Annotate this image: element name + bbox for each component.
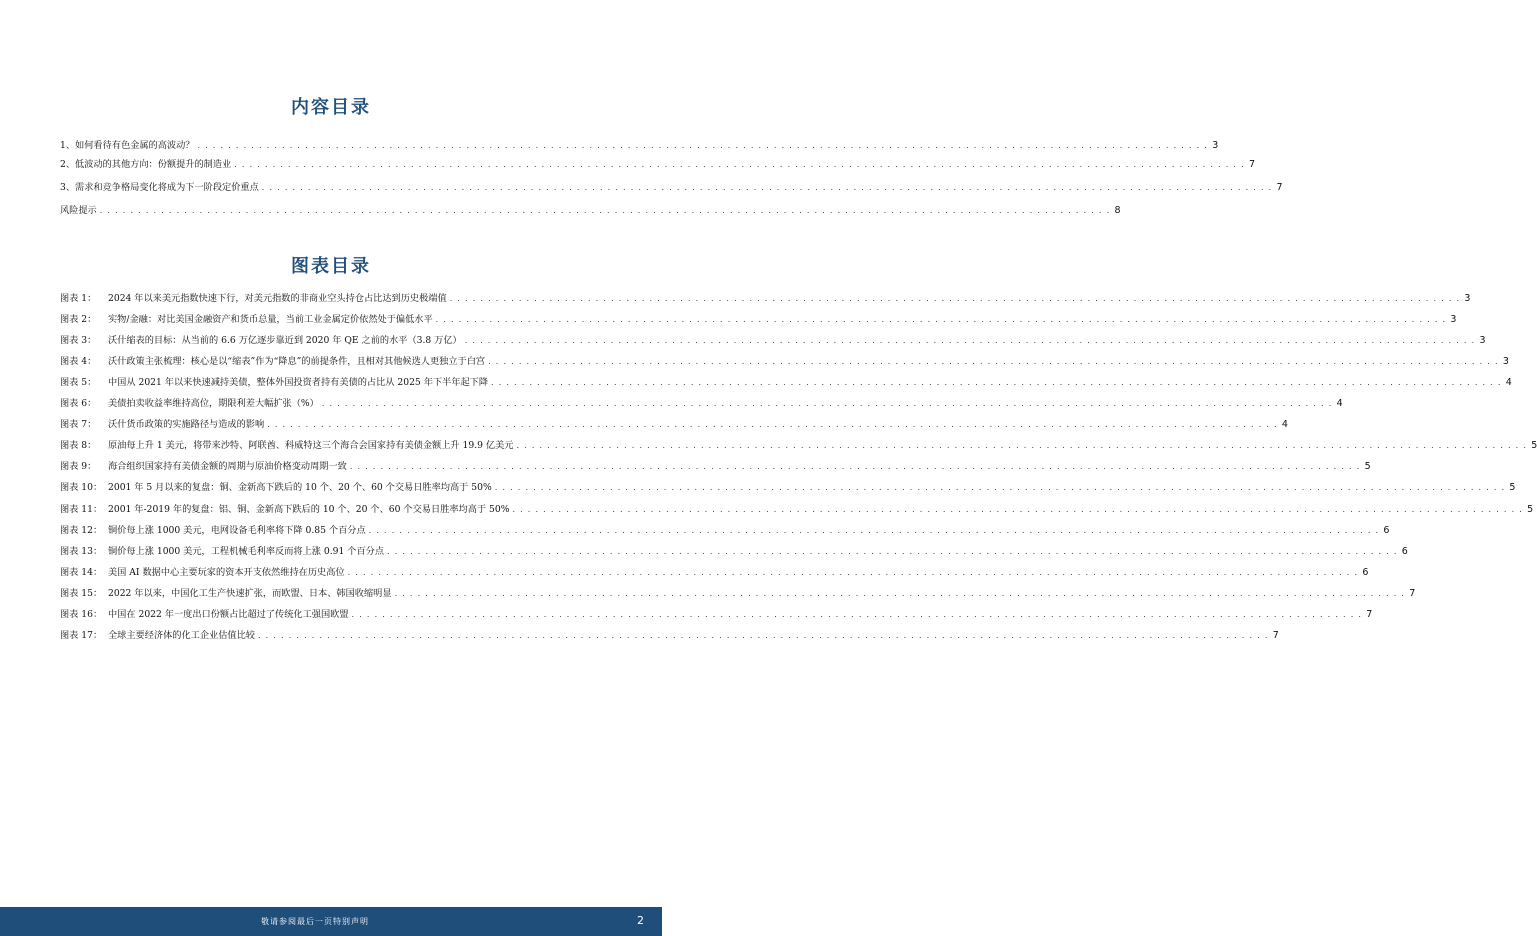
dot-leader: . . . . . . . . . . . . . . . . . . . . . . . . . . . . . . . . . . . . . . . . . . . . . . . . . . . . . . . . . . . . . . . . . . . . . . . . . . . . . . . . . . . . . . . . . . . . . . . . . . . . . . . . . . . . . . . . . . . . . . . . . . . . . . . . . . . .: [258, 630, 1269, 640]
page-ref: 7: [1272, 629, 1279, 641]
figure-title: 美国 AI 数据中心主要玩家的资本开支依然维持在历史高位: [108, 566, 345, 578]
page-ref: 8: [1114, 205, 1121, 216]
figure-number: 图表 4：: [60, 356, 97, 368]
figure-title: 原油每上升 1 美元，将带来沙特、阿联酋、科威特这三个海合会国家持有美债金额上升 19.9 亿美元: [108, 440, 514, 452]
figure-entry[interactable]: [60, 438, 1537, 452]
section-title: 风险提示: [60, 205, 97, 216]
page-ref: 7: [1366, 608, 1373, 620]
figure-title: 2024 年以来美元指数快速下行，对美元指数的非商业空头持仓占比达到历史极端值: [108, 293, 447, 304]
figure-number: 图表 11：: [60, 503, 103, 515]
page-ref: 6: [1383, 524, 1390, 536]
dot-leader: . . . . . . . . . . . . . . . . . . . . . . . . . . . . . . . . . . . . . . . . . . . . . . . . . . . . . . . . . . . . . . . . . . . . . . . . . . . . . . . . . . . . . . . . . . . . . . . . . . . . . . . . . . . . . . . . . . . . . . . . . . . . . . . . . . . .: [347, 567, 1359, 577]
page-number: 2: [637, 914, 644, 927]
figure-entry[interactable]: [60, 396, 1343, 410]
figure-entry[interactable]: [60, 480, 1516, 494]
figure-entry[interactable]: [60, 502, 1534, 516]
figure-entry[interactable]: [60, 354, 1509, 368]
figure-number: 图表 12：: [60, 524, 103, 536]
figure-entry[interactable]: [60, 544, 1408, 558]
figure-entry[interactable]: [60, 565, 1369, 579]
figure-title: 美债拍卖收益率维持高位，期限利差大幅扩张（%）: [108, 398, 319, 410]
dot-leader: . . . . . . . . . . . . . . . . . . . . . . . . . . . . . . . . . . . . . . . . . . . . . . . . . . . . . . . . . . . . . . . . . . . . . . . . . . . . . . . . . . . . . . . . . . . . . . . . . . . . . . . . . . . . . . . . . . . . . . . . . . . . . . . . . . . .: [99, 206, 1111, 215]
figure-number: 图表 9：: [60, 461, 97, 473]
figure-entry[interactable]: [60, 375, 1512, 389]
page-ref: 4: [1336, 398, 1343, 410]
page-ref: 3: [1479, 335, 1486, 347]
dot-leader: . . . . . . . . . . . . . . . . . . . . . . . . . . . . . . . . . . . . . . . . . . . . . . . . . . . . . . . . . . . . . . . . . . . . . . . . . . . . . . . . . . . . . . . . . . . . . . . . . . . . . . . . . . . . . . . . . . . . . . . . . . . . . . . . . . . .: [488, 357, 1499, 367]
dot-leader: . . . . . . . . . . . . . . . . . . . . . . . . . . . . . . . . . . . . . . . . . . . . . . . . . . . . . . . . . . . . . . . . . . . . . . . . . . . . . . . . . . . . . . . . . . . . . . . . . . . . . . . . . . . . . . . . . . . . . . . . . . . . . . . . . . . .: [491, 378, 1502, 388]
figure-title: 沃什政策主张梳理：核心是以“缩表”作为“降息”的前提条件，且相对其他候选人更独立于白宫: [108, 356, 486, 368]
section-title: 1、如何看待有色金属的高波动？: [60, 140, 195, 151]
figure-entry[interactable]: [60, 523, 1390, 537]
figure-entry[interactable]: [60, 459, 1371, 473]
contents-entry[interactable]: [60, 157, 1255, 171]
figure-number: 图表 8：: [60, 440, 97, 452]
figure-entry[interactable]: [60, 586, 1416, 600]
contents-title: 内容目录: [291, 97, 371, 118]
figure-entry[interactable]: [60, 291, 1471, 305]
dot-leader: . . . . . . . . . . . . . . . . . . . . . . . . . . . . . . . . . . . . . . . . . . . . . . . . . . . . . . . . . . . . . . . . . . . . . . . . . . . . . . . . . . . . . . . . . . . . . . . . . . . . . . . . . . . . . . . . . . . . . . . . . . . . . . . . . . . .: [387, 546, 1398, 556]
dot-leader: . . . . . . . . . . . . . . . . . . . . . . . . . . . . . . . . . . . . . . . . . . . . . . . . . . . . . . . . . . . . . . . . . . . . . . . . . . . . . . . . . . . . . . . . . . . . . . . . . . . . . . . . . . . . . . . . . . . . . . . . . . . . . . . . . . . .: [321, 399, 1333, 409]
page-ref: 4: [1505, 377, 1512, 389]
page-ref: 5: [1531, 440, 1537, 452]
figure-number: 图表 2：: [60, 314, 97, 326]
figure-title: 中国在 2022 年一度出口份额占比超过了传统化工强国欧盟: [108, 608, 349, 620]
dot-leader: . . . . . . . . . . . . . . . . . . . . . . . . . . . . . . . . . . . . . . . . . . . . . . . . . . . . . . . . . . . . . . . . . . . . . . . . . . . . . . . . . . . . . . . . . . . . . . . . . . . . . . . . . . . . . . . . . . . . . . . . . . . . . . . . . . . .: [234, 160, 1245, 169]
page-ref: 7: [1248, 159, 1255, 170]
figure-title: 2022 年以来，中国化工生产快速扩张，而欧盟、日本、韩国收缩明显: [108, 587, 392, 599]
figure-number: 图表 15：: [60, 587, 103, 599]
figure-title: 海合组织国家持有美债金额的周期与原油价格变动周期一致: [108, 461, 347, 473]
figure-number: 图表 16：: [60, 608, 103, 620]
figure-title: 实物/金融：对比美国金融资产和货币总量，当前工业金属定价依然处于偏低水平: [108, 314, 433, 326]
section-title: 3、需求和竞争格局变化将成为下一阶段定价重点: [60, 182, 259, 193]
figure-entry[interactable]: [60, 607, 1373, 621]
figure-number: 图表 17：: [60, 629, 103, 641]
figure-number: 图表 13：: [60, 545, 103, 557]
figure-title: 铜价每上涨 1000 美元，电网设备毛利率将下降 0.85 个百分点: [108, 524, 366, 536]
figure-number: 图表 1：: [60, 293, 97, 304]
dot-leader: . . . . . . . . . . . . . . . . . . . . . . . . . . . . . . . . . . . . . . . . . . . . . . . . . . . . . . . . . . . . . . . . . . . . . . . . . . . . . . . . . . . . . . . . . . . . . . . . . . . . . . . . . . . . . . . . . . . . . . . . . . . . . . . . . . . .: [464, 336, 1476, 346]
figure-number: 图表 5：: [60, 377, 97, 389]
figure-number: 图表 6：: [60, 398, 97, 410]
dot-leader: . . . . . . . . . . . . . . . . . . . . . . . . . . . . . . . . . . . . . . . . . . . . . . . . . . . . . . . . . . . . . . . . . . . . . . . . . . . . . . . . . . . . . . . . . . . . . . . . . . . . . . . . . . . . . . . . . . . . . . . . . . . . . . . . . . . .: [267, 420, 1278, 430]
dot-leader: . . . . . . . . . . . . . . . . . . . . . . . . . . . . . . . . . . . . . . . . . . . . . . . . . . . . . . . . . . . . . . . . . . . . . . . . . . . . . . . . . . . . . . . . . . . . . . . . . . . . . . . . . . . . . . . . . . . . . . . . . . . . . . . . . . . .: [516, 441, 1528, 451]
dot-leader: . . . . . . . . . . . . . . . . . . . . . . . . . . . . . . . . . . . . . . . . . . . . . . . . . . . . . . . . . . . . . . . . . . . . . . . . . . . . . . . . . . . . . . . . . . . . . . . . . . . . . . . . . . . . . . . . . . . . . . . . . . . . . . . . . . . .: [349, 462, 1361, 472]
figure-title: 沃什货币政策的实施路径与造成的影响: [108, 419, 265, 431]
page-ref: 7: [1276, 182, 1283, 193]
page-ref: 6: [1362, 566, 1369, 578]
dot-leader: . . . . . . . . . . . . . . . . . . . . . . . . . . . . . . . . . . . . . . . . . . . . . . . . . . . . . . . . . . . . . . . . . . . . . . . . . . . . . . . . . . . . . . . . . . . . . . . . . . . . . . . . . . . . . . . . . . . . . . . . . . . . . . . . . . . .: [494, 483, 1506, 493]
dot-leader: . . . . . . . . . . . . . . . . . . . . . . . . . . . . . . . . . . . . . . . . . . . . . . . . . . . . . . . . . . . . . . . . . . . . . . . . . . . . . . . . . . . . . . . . . . . . . . . . . . . . . . . . . . . . . . . . . . . . . . . . . . . . . . . . . . . .: [368, 525, 1380, 535]
footer-disclaimer: 敬请参阅最后一页特别声明: [261, 917, 369, 926]
page-ref: 7: [1409, 587, 1416, 599]
page-ref: 3: [1212, 140, 1219, 151]
figure-title: 2001 年 5 月以来的复盘：铜、金新高下跌后的 10 个、20 个、60 个交易日胜率均高于 50%: [108, 482, 492, 494]
figure-number: 图表 7：: [60, 419, 97, 431]
figure-title: 铜价每上涨 1000 美元，工程机械毛利率反而将上涨 0.91 个百分点: [108, 545, 385, 557]
section-title: 2、低波动的其他方向：份额提升的制造业: [60, 159, 232, 170]
dot-leader: . . . . . . . . . . . . . . . . . . . . . . . . . . . . . . . . . . . . . . . . . . . . . . . . . . . . . . . . . . . . . . . . . . . . . . . . . . . . . . . . . . . . . . . . . . . . . . . . . . . . . . . . . . . . . . . . . . . . . . . . . . . . . . . . . . . .: [197, 141, 1209, 150]
figure-number: 图表 3：: [60, 335, 97, 347]
contents-entry[interactable]: [60, 180, 1283, 194]
dot-leader: . . . . . . . . . . . . . . . . . . . . . . . . . . . . . . . . . . . . . . . . . . . . . . . . . . . . . . . . . . . . . . . . . . . . . . . . . . . . . . . . . . . . . . . . . . . . . . . . . . . . . . . . . . . . . . . . . . . . . . . . . . . . . . . . . . . .: [449, 294, 1461, 303]
figure-entry[interactable]: [60, 417, 1288, 431]
page-ref: 3: [1450, 314, 1457, 326]
page-ref: 3: [1464, 293, 1471, 304]
figure-title: 中国从 2021 年以来快速减持美债，整体外国投资者持有美债的占比从 2025 年下半年起下降: [108, 377, 489, 389]
dot-leader: . . . . . . . . . . . . . . . . . . . . . . . . . . . . . . . . . . . . . . . . . . . . . . . . . . . . . . . . . . . . . . . . . . . . . . . . . . . . . . . . . . . . . . . . . . . . . . . . . . . . . . . . . . . . . . . . . . . . . . . . . . . . . . . . . . . .: [351, 609, 1363, 619]
dot-leader: . . . . . . . . . . . . . . . . . . . . . . . . . . . . . . . . . . . . . . . . . . . . . . . . . . . . . . . . . . . . . . . . . . . . . . . . . . . . . . . . . . . . . . . . . . . . . . . . . . . . . . . . . . . . . . . . . . . . . . . . . . . . . . . . . . . .: [512, 504, 1524, 514]
figure-number: 图表 14：: [60, 566, 103, 578]
figure-title: 全球主要经济体的化工企业估值比较: [108, 629, 255, 641]
dot-leader: . . . . . . . . . . . . . . . . . . . . . . . . . . . . . . . . . . . . . . . . . . . . . . . . . . . . . . . . . . . . . . . . . . . . . . . . . . . . . . . . . . . . . . . . . . . . . . . . . . . . . . . . . . . . . . . . . . . . . . . . . . . . . . . . . . . .: [394, 588, 1406, 598]
page-ref: 3: [1502, 356, 1509, 368]
page-ref: 5: [1364, 461, 1371, 473]
page-ref: 4: [1281, 419, 1288, 431]
dot-leader: . . . . . . . . . . . . . . . . . . . . . . . . . . . . . . . . . . . . . . . . . . . . . . . . . . . . . . . . . . . . . . . . . . . . . . . . . . . . . . . . . . . . . . . . . . . . . . . . . . . . . . . . . . . . . . . . . . . . . . . . . . . . . . . . . . . .: [261, 183, 1273, 192]
figure-number: 图表 10：: [60, 482, 103, 494]
dot-leader: . . . . . . . . . . . . . . . . . . . . . . . . . . . . . . . . . . . . . . . . . . . . . . . . . . . . . . . . . . . . . . . . . . . . . . . . . . . . . . . . . . . . . . . . . . . . . . . . . . . . . . . . . . . . . . . . . . . . . . . . . . . . . . . . . . . .: [435, 315, 1447, 325]
footer-bar: [0, 907, 662, 936]
contents-entry[interactable]: [60, 203, 1121, 217]
figure-entry[interactable]: [60, 628, 1279, 642]
page-ref: 6: [1401, 545, 1408, 557]
contents-entry[interactable]: [60, 138, 1219, 152]
page-ref: 5: [1527, 503, 1534, 515]
figure-title: 沃什缩表的目标：从当前的 6.6 万亿逐步靠近到 2020 年 QE 之前的水平（3.8 万亿）: [108, 335, 462, 347]
figure-entry[interactable]: [60, 333, 1486, 347]
figure-title: 2001 年-2019 年的复盘：铝、铜、金新高下跌后的 10 个、20 个、60 个交易日胜率均高于 50%: [108, 503, 510, 515]
figures-title: 图表目录: [291, 256, 371, 277]
figure-entry[interactable]: [60, 312, 1457, 326]
page-ref: 5: [1509, 482, 1516, 494]
